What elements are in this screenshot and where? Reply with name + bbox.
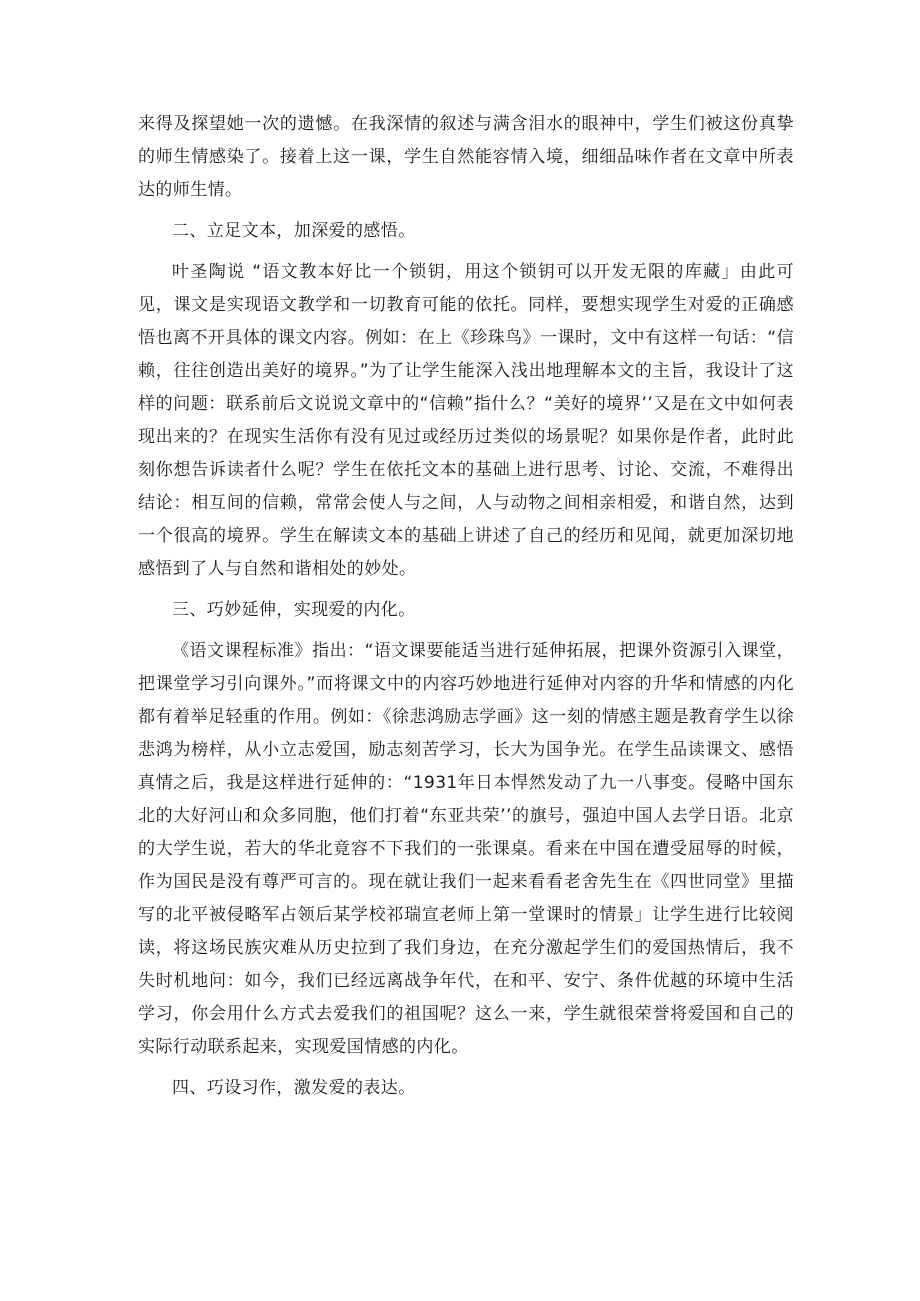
section-heading-2: 二、立足文本，加深爱的感悟。 bbox=[172, 221, 416, 241]
section-heading-3: 三、巧妙延伸，实现爱的内化。 bbox=[172, 600, 416, 620]
section-heading-4: 四、巧设习作，激发爱的表达。 bbox=[172, 1078, 416, 1098]
paragraph-section-3: 《语文课程标准》指出：“语文课要能适当进行延伸拓展，把课外资源引入课堂，把课堂学习引向课外。”而将课文中的内容巧妙地进行延伸对内容的升华和情感的内化都有着举足轻重的作用。例如：《徐悲鸿励志学画》这一刻的情感主题是教育学生以徐悲鸿为榜样，从小立志爱国，励志刻苦学习，长大为国争光。在学生品读课文、感悟真情之后，我是这样进行延伸的：“1931年日本悍然发动了九一八事变。侵略中国东北的大好河山和众多同胞，他们打着“东亚共荣’’的旗号，强迫中国人去学日语。北京的大学生说，若大的华北竟容不下我们的一张课桌。看来在中国在遭受屈辱的时候，作为国民是没有尊严可言的。现在就让我们一起来看看老舍先生在《四世同堂》里描写的北平被侵略军占领后某学校祁瑞宣老师上第一堂课时的情景」让学生进行比较阅读，将这场民族灾难从历史拉到了我们身边，在充分激起学生们的爱国热情后，我不失时机地问：如今，我们已经远离战争年代，在和平、安宁、条件优越的环境中生活学习，你会用什么方式去爱我们的祖国呢？这么一来，学生就很荣誉将爱国和自己的实际行动联系起来，实现爱国情感的内化。 bbox=[138, 641, 794, 1057]
paragraph-section-2: 叶圣陶说 “语文教本好比一个锁钥，用这个锁钥可以开发无限的库藏」由此可见，课文是实现语文教学和一切教育可能的依托。同样，要想实现学生对爱的正确感悟也离不开具体的课文内容。例如：在上《珍珠鸟》一课时，文中有这样一句话：“信赖，往往创造出美好的境界。”为了让学生能深入浅出地理解本文的主旨，我设计了这样的问题：联系前后文说说文章中的“信赖”指什么？“美好的境界’’又是在文中如何表现出来的？在现实生活你有没有见过或经历过类似的场景呢？如果你是作者，此时此刻你想告诉读者什么呢？学生在依托文本的基础上进行思考、讨论、交流，不难得出结论：相互间的信赖，常常会使人与之间，人与动物之间相亲相爱，和谐自然，达到一个很高的境界。学生在解读文本的基础上讲述了自己的经历和见闻，就更加深切地感悟到了人与自然和谐相处的妙处。 bbox=[138, 262, 794, 579]
paragraph-continued: 来得及探望她一次的遗憾。在我深情的叙述与满含泪水的眼神中，学生们被这份真挚的师生情感染了。接着上这一课，学生自然能容情入境，细细品味作者在文章中所表达的师生情。 bbox=[138, 114, 794, 200]
document-body bbox=[138, 108, 794, 1113]
